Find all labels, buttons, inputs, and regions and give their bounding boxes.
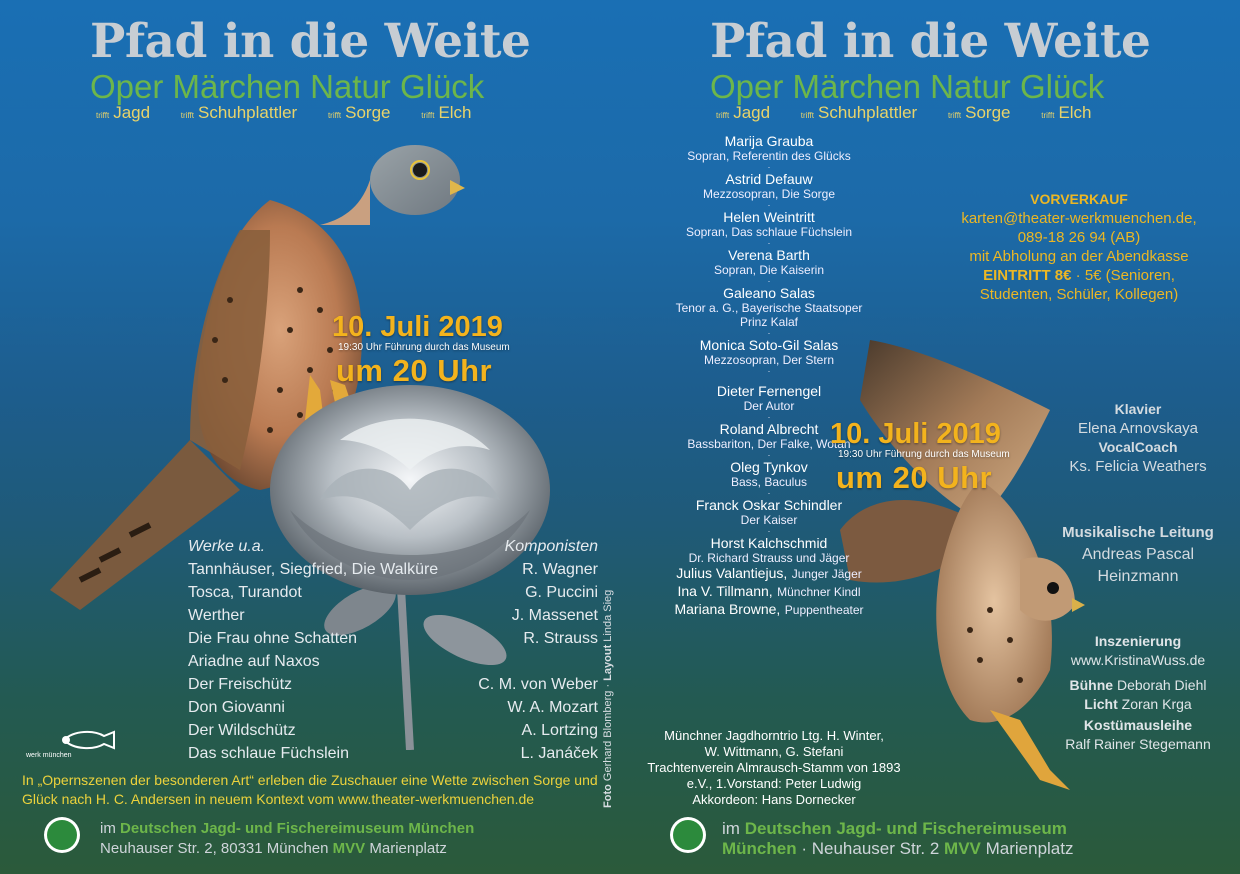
klavier-name: Elena Arnovskaya [1077, 420, 1199, 437]
work-title: Der Wildschütz [188, 722, 296, 739]
licht-label: Licht [1084, 696, 1118, 712]
cast-role: Mezzosopran, Die Sorge [702, 187, 836, 201]
ticket-info [920, 190, 1238, 304]
kostuem-label: Kostümausleihe [1083, 717, 1193, 733]
cast-group [650, 535, 888, 619]
cast-role-2: Prinz Kalaf [739, 315, 799, 329]
cast-role: Junger Jäger [791, 567, 862, 581]
work-title: Tosca, Turandot [188, 584, 302, 601]
akkordeon-name: Hans Dornecker [761, 792, 856, 807]
cast-role: Sopran, Die Kaiserin [713, 263, 825, 277]
eintritt-line2: Studenten, Schüler, Kollegen) [979, 286, 1179, 303]
tag-prefix: trifft [421, 111, 435, 120]
tag-prefix: trifft [800, 111, 814, 120]
tag-prefix: trifft [716, 111, 730, 120]
cast-role: Bass, Baculus [730, 475, 808, 489]
ensemble-credits [638, 728, 910, 808]
event-description: In „Opernszenen der besonderen Art“ erleben die Zuschauer eine Wette zwischen Sorge und Glück nach H. C. Andersen in neuem Kontext vom www.theater-werkmuenchen.de [22, 772, 598, 807]
klavier-label: Klavier [1114, 401, 1162, 417]
cast-role: Sopran, Das schlaue Füchslein [685, 225, 853, 239]
work-row [188, 581, 598, 604]
cast-entry [650, 209, 888, 247]
cast-name: Verena Barth [728, 247, 810, 263]
foto-label: Foto [602, 784, 614, 808]
vocalcoach-name: Ks. Felicia Weathers [1069, 458, 1207, 475]
layout-name: Linda Sieg [602, 589, 614, 642]
cast-name: Monica Soto-Gil Salas [699, 337, 839, 353]
tag-prefix: trifft [180, 111, 194, 120]
cast-separator: · [767, 488, 771, 498]
staff-klavier [1038, 400, 1238, 476]
work-title: Ariadne auf Naxos [188, 653, 320, 670]
composers-header: Komponisten [504, 538, 598, 555]
venue-museum: Deutschen Jagd- und Fischereimuseum [744, 819, 1067, 838]
works-list [188, 538, 598, 765]
inszenierung-label: Inszenierung [1094, 633, 1182, 649]
composer: R. Strauss [523, 630, 598, 647]
poster-title: Pfad in die Weite [90, 14, 531, 69]
work-row [188, 719, 598, 742]
venue-station: Marienplatz [985, 839, 1074, 858]
logo-text: werk münchen [26, 752, 72, 759]
eintritt-label: EINTRITT 8€ [983, 267, 1072, 284]
staff-production [1038, 632, 1238, 754]
cast-entry [650, 285, 888, 337]
poster-subtitle: Oper Märchen Natur Glück [710, 68, 1105, 105]
cast-entry [650, 337, 888, 375]
cast-separator: · [767, 162, 771, 172]
eintritt-rest: · 5€ (Senioren, [1071, 267, 1175, 284]
cast-name: Mariana Browne, [674, 601, 781, 617]
kostuem-name: Ralf Rainer Stegemann [1065, 736, 1211, 752]
vocalcoach-label: VocalCoach [1098, 439, 1178, 455]
cast-separator: · [767, 412, 771, 422]
cast-name: Franck Oskar Schindler [695, 497, 843, 513]
cast-separator: · [767, 450, 771, 460]
layout-label: Layout [602, 644, 614, 681]
ml-name-2: Heinzmann [1097, 568, 1179, 585]
cast-name: Roland Albrecht [719, 421, 819, 437]
cast-separator: · [767, 200, 771, 210]
cast-entry [650, 383, 888, 421]
composer: L. Janáček [520, 745, 598, 762]
ml-name-1: Andreas Pascal [1081, 546, 1195, 563]
vorstand-label: e.V., 1.Vorstand: [686, 776, 782, 791]
cast-name: Galeano Salas [723, 285, 815, 301]
hornist-line: Münchner Jagdhorntrio Ltg. H. Winter, [664, 728, 884, 743]
poster-title: Pfad in die Weite [710, 14, 1151, 69]
venue-mvv: MVV [332, 840, 366, 857]
tag-word: Schuhplattler [817, 103, 918, 122]
cast-name: Marija Grauba [724, 133, 814, 149]
cast-name: Helen Weintritt [723, 209, 815, 225]
venue-city: München [722, 839, 797, 858]
museum-tour-note: 19:30 Uhr Führung durch das Museum [338, 342, 510, 353]
buehne-label: Bühne [1069, 677, 1114, 693]
cast-entry [650, 171, 888, 209]
credit-separator: · [602, 680, 614, 691]
work-title: Das schlaue Füchslein [188, 745, 349, 762]
event-date: 10. Juli 2019 [332, 311, 503, 343]
venue-mvv: MVV [944, 839, 981, 858]
work-title: Tannhäuser, Siegfried, Die Walküre [188, 561, 439, 578]
venue-prefix: im [722, 819, 740, 838]
composer: C. M. von Weber [478, 676, 598, 693]
cast-separator: · [767, 276, 771, 286]
cast-role: Münchner Kindl [777, 585, 861, 599]
tag-prefix: trifft [1041, 111, 1055, 120]
werk-muenchen-logo [26, 728, 106, 764]
cast-role: Mezzosopran, Der Stern [703, 353, 835, 367]
ticket-email[interactable]: karten@theater-werkmuenchen.de, [961, 210, 1197, 227]
cast-list [650, 133, 888, 619]
cast-role: Bassbariton, Der Falke, Wotan [687, 437, 851, 451]
cast-name: Astrid Defauw [725, 171, 813, 187]
venue-dot: · [796, 839, 812, 858]
venue-address: Neuhauser Str. 2 [811, 839, 940, 858]
cast-entry [650, 133, 888, 171]
cast-name: Oleg Tynkov [730, 459, 808, 475]
cast-role: Der Autor [743, 399, 795, 413]
tag-word: Sorge [965, 103, 1011, 122]
tag-word: Elch [1058, 103, 1092, 122]
cast-name: Horst Kalchschmid [710, 535, 828, 551]
cast-name: Dieter Fernengel [716, 383, 822, 399]
staff-musikalische-leitung [1038, 522, 1238, 588]
cast-separator: · [767, 328, 771, 338]
composer: G. Puccini [525, 584, 598, 601]
composer: R. Wagner [522, 561, 598, 578]
venue-info [100, 819, 610, 859]
event-time: um 20 Uhr [836, 460, 993, 495]
composer: A. Lortzing [521, 722, 598, 739]
cast-role: Sopran, Referentin des Glücks [687, 149, 851, 163]
tag-row [96, 103, 498, 123]
cast-name: Julius Valantiejus, [676, 565, 788, 581]
vorverkauf-heading: VORVERKAUF [1030, 191, 1128, 207]
tag-prefix: trifft [327, 111, 342, 120]
cast-role: Dr. Richard Strauss und Jäger [688, 551, 850, 565]
event-date-block [332, 311, 510, 389]
cast-role: Tenor a. G., Bayerische Staatsoper [675, 301, 863, 315]
cast-separator: · [767, 526, 771, 536]
event-time: um 20 Uhr [336, 353, 493, 388]
work-row [188, 604, 598, 627]
tag-prefix: trifft [96, 111, 110, 120]
work-row [188, 673, 598, 696]
vorstand-name: Peter Ludwig [785, 776, 862, 791]
composer: W. A. Mozart [507, 699, 598, 716]
buehne-name: Deborah Diehl [1116, 677, 1207, 693]
composer: J. Massenet [511, 607, 598, 624]
tag-word: Elch [438, 103, 472, 122]
cast-role: Puppentheater [784, 603, 864, 617]
venue-info [722, 819, 1152, 859]
tag-row [716, 103, 1118, 123]
right-panel [620, 0, 1240, 874]
tag-word: Jagd [113, 103, 151, 122]
tag-word: Jagd [733, 103, 771, 122]
work-title: Der Freischütz [188, 676, 293, 693]
tag-word: Sorge [345, 103, 391, 122]
foto-name: Gerhard Blomberg [602, 690, 614, 782]
tag-word: Schuhplattler [197, 103, 298, 122]
work-title: Die Frau ohne Schatten [188, 630, 357, 647]
ticket-phone: 089-18 26 94 (AB) [1017, 229, 1141, 246]
akkordeon-label: Akkordeon: [692, 792, 759, 807]
venue-address: Neuhauser Str. 2, 80331 München [100, 840, 329, 857]
work-row [188, 696, 598, 719]
cast-separator: · [767, 238, 771, 248]
museum-logo-icon [44, 817, 80, 853]
work-title: Don Giovanni [188, 699, 285, 716]
venue-prefix: im [100, 820, 116, 837]
venue-station: Marienplatz [369, 840, 447, 857]
museum-tour-note: 19:30 Uhr Führung durch das Museum [838, 449, 1010, 460]
horn-icon [54, 728, 134, 752]
event-date: 10. Juli 2019 [830, 418, 1001, 450]
cast-separator: · [767, 366, 771, 376]
cast-role: Der Kaiser [740, 513, 798, 527]
work-row [188, 650, 598, 673]
poster-subtitle: Oper Märchen Natur Glück [90, 68, 485, 105]
work-row [188, 558, 598, 581]
museum-logo-icon [670, 817, 706, 853]
licht-name: Zoran Krga [1121, 696, 1192, 712]
ml-label: Musikalische Leitung [1062, 524, 1214, 541]
trachtenverein-line: Trachtenverein Almrausch-Stamm von 1893 [647, 760, 901, 775]
work-row [188, 627, 598, 650]
works-header: Werke u.a. [188, 538, 266, 555]
work-row [188, 742, 598, 765]
hornist-names: W. Wittmann, G. Stefani [704, 744, 844, 759]
inszenierung-name[interactable]: www.KristinaWuss.de [1070, 652, 1206, 668]
cast-entry [650, 497, 888, 535]
ticket-pickup: mit Abholung an der Abendkasse [969, 248, 1189, 265]
cast-name: Ina V. Tillmann, [677, 583, 773, 599]
venue-museum: Deutschen Jagd- und Fischereimuseum München [120, 820, 475, 837]
event-date-block [830, 418, 1010, 496]
work-title: Werther [188, 607, 245, 624]
tag-prefix: trifft [947, 111, 962, 120]
cast-entry [650, 247, 888, 285]
